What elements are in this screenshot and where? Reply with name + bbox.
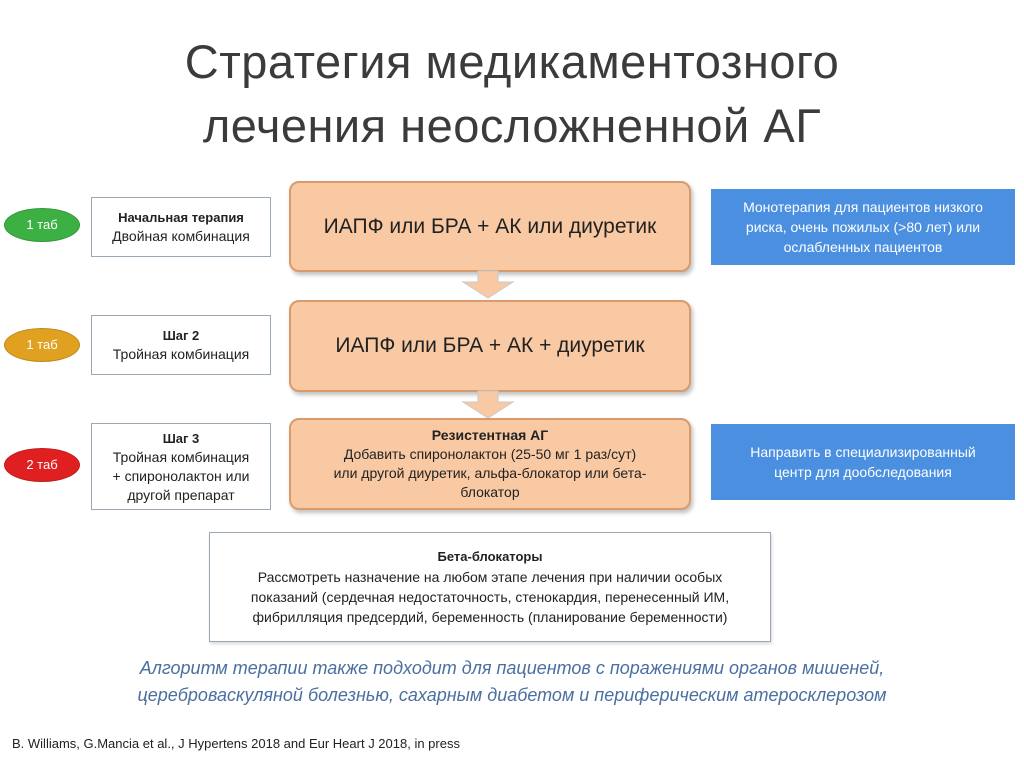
- step-description: + спиронолактон или: [112, 467, 250, 484]
- step-description: Двойная комбинация: [112, 228, 250, 244]
- beta-text: фибрилляция предсердий, беременность (планирование беременности): [252, 609, 728, 625]
- step-description: Тройная комбинация: [112, 448, 250, 465]
- step-description: другой препарат: [127, 486, 235, 503]
- note-line: Монотерапия для пациентов низкого: [743, 199, 983, 215]
- beta-heading: Бета-блокаторы: [437, 549, 543, 564]
- therapy-text: Добавить спиронолактон (25-50 мг 1 раз/сут): [343, 446, 637, 462]
- note-line: центр для дообследования: [774, 464, 952, 480]
- therapy-text: блокатор: [460, 484, 520, 500]
- therapy-box-initial: [289, 181, 691, 272]
- note-line-1: Алгоритм терапии также подходит для пациентов с поражениями органов мишеней,: [139, 658, 885, 678]
- step-label-initial: [91, 197, 271, 257]
- down-arrow-icon: [460, 270, 516, 300]
- therapy-text: ИАПФ или БРА + АК + диуретик: [335, 334, 645, 357]
- step-heading: Шаг 3: [162, 430, 200, 446]
- therapy-text: или другой диуретик, альфа-блокатор или бета-: [333, 465, 647, 481]
- therapy-box-step-2: [289, 300, 691, 392]
- tablet-count-badge-3: 2 таб: [4, 448, 80, 482]
- note-line-2: цереброваскуляной болезнью, сахарным диабетом и периферическим атеросклерозом: [137, 685, 887, 705]
- step-heading: Начальная терапия: [118, 210, 244, 225]
- step-description: Тройная комбинация: [112, 346, 250, 362]
- beta-blockers-box: [209, 532, 771, 642]
- step-label-2: [91, 315, 271, 375]
- therapy-box-resistant: [289, 418, 691, 510]
- tablet-count-badge-1: 1 таб: [4, 208, 80, 242]
- tablet-count-badge-2: 1 таб: [4, 328, 80, 362]
- step-heading: Шаг 2: [162, 328, 200, 343]
- monotherapy-note-box: [711, 189, 1015, 265]
- citation: B. Williams, G.Mancia et al., J Hypertens 2018 and Eur Heart J 2018, in press: [12, 736, 460, 751]
- therapy-heading: Резистентная АГ: [431, 427, 549, 443]
- applicability-note: [0, 655, 1024, 709]
- note-line: риска, очень пожилых (>80 лет) или: [745, 219, 981, 235]
- beta-text: показаний (сердечная недостаточность, стенокардия, перенесенный ИМ,: [250, 589, 730, 605]
- therapy-text: ИАПФ или БРА + АК или диуретик: [323, 214, 657, 238]
- step-label-3: [91, 423, 271, 510]
- beta-text: Рассмотреть назначение на любом этапе лечения при наличии особых: [257, 569, 723, 585]
- title-line-1: Стратегия медикаментозного: [184, 35, 840, 88]
- note-line: Направить в специализированный: [750, 444, 976, 460]
- page-title: [0, 30, 1024, 158]
- referral-note-box: [711, 424, 1015, 500]
- down-arrow-icon: [460, 390, 516, 420]
- note-line: ослабленных пациентов: [783, 239, 943, 255]
- title-line-2: лечения неосложненной АГ: [202, 99, 822, 152]
